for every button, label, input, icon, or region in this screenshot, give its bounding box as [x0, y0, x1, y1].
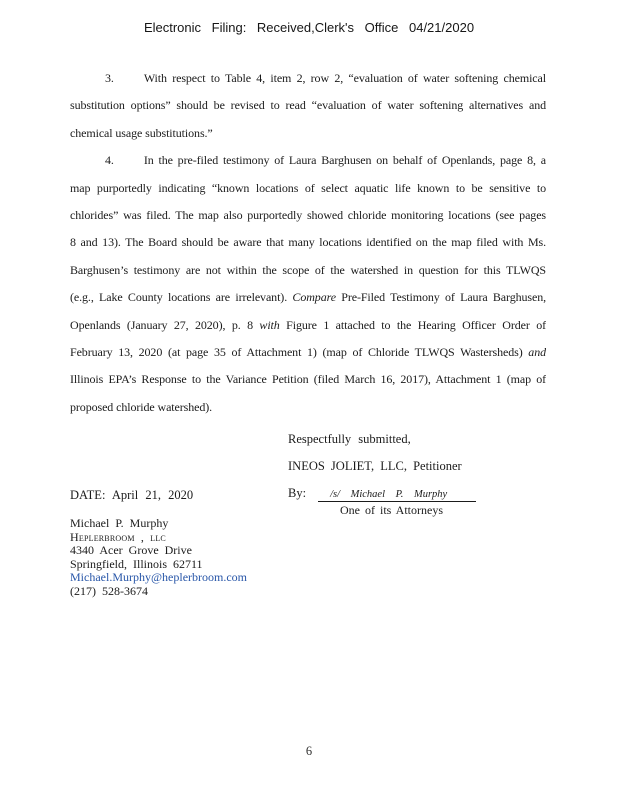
attorney-firm: Heplerbroom , llc: [70, 529, 166, 544]
signature-by-row: [288, 486, 476, 502]
doc-line: February 13, 2020 (at page 35 of Attachment 1) (map of Chloride TLWQS Wastersheds) and: [70, 344, 546, 359]
doc-line: substitution options” should be revised to read “evaluation of water softening alternatives and: [70, 98, 546, 113]
attorney-address-street: 4340 Acer Grove Drive: [70, 543, 192, 558]
attorney-name: Michael P. Murphy: [70, 516, 169, 530]
signature-respectfully: Respectfully submitted,: [288, 432, 411, 446]
attorney-email-link[interactable]: Michael.Murphy@heplerbroom.com: [70, 570, 248, 585]
page-number: 6: [305, 744, 313, 758]
doc-line: Openlands (January 27, 2020), p. 8 with Figure 1 attached to the Hearing Officer Order of: [70, 317, 546, 332]
attorney-contact-block: [70, 517, 247, 599]
attorney-phone: (217) 528-3674: [70, 583, 148, 598]
doc-line: chlorides” was filed. The map also purportedly showed chloride monitoring locations (see pages: [70, 207, 546, 222]
attorney-address-city: Springfield, Illinois 62711: [70, 556, 203, 571]
doc-line: 3. With respect to Table 4, item 2, row 2, “evaluation of water softening chemical: [105, 71, 546, 85]
doc-line: map purportedly indicating “known locations of select aquatic life known to be sensitive to: [70, 180, 546, 195]
doc-line: Barghusen’s testimony are not within the scope of the watershed in question for this TLWQS: [70, 262, 546, 277]
attorneys-label: One of its Attorneys: [340, 503, 443, 517]
paragraph: [70, 147, 546, 421]
doc-line: 4. In the pre-filed testimony of Laura Barghusen on behalf of Openlands, page 8, a: [105, 153, 546, 168]
doc-line: (e.g., Lake County locations are irrelevant). Compare Pre-Filed Testimony of Laura Barghusen,: [70, 290, 546, 305]
doc-line: proposed chloride watershed).: [70, 399, 213, 414]
date-line: DATE: April 21, 2020: [70, 488, 194, 502]
doc-line: 8 and 13). The Board should be aware that many locations identified on the map filed with Ms.: [70, 235, 546, 250]
signature-name: /s/ Michael P. Murphy: [318, 489, 476, 502]
filing-header: Electronic Filing: Received,Clerk's Office 04/21/2020: [143, 20, 475, 35]
by-label: By:: [288, 486, 307, 500]
doc-line: Illinois EPA’s Response to the Variance Petition (filed March 16, 2017), Attachment 1 (map of: [70, 372, 546, 387]
paragraph: [70, 65, 546, 147]
doc-line: chemical usage substitutions.”: [70, 125, 213, 140]
signature-party: INEOS JOLIET, LLC, Petitioner: [288, 459, 462, 473]
body-paragraphs: [70, 65, 546, 421]
